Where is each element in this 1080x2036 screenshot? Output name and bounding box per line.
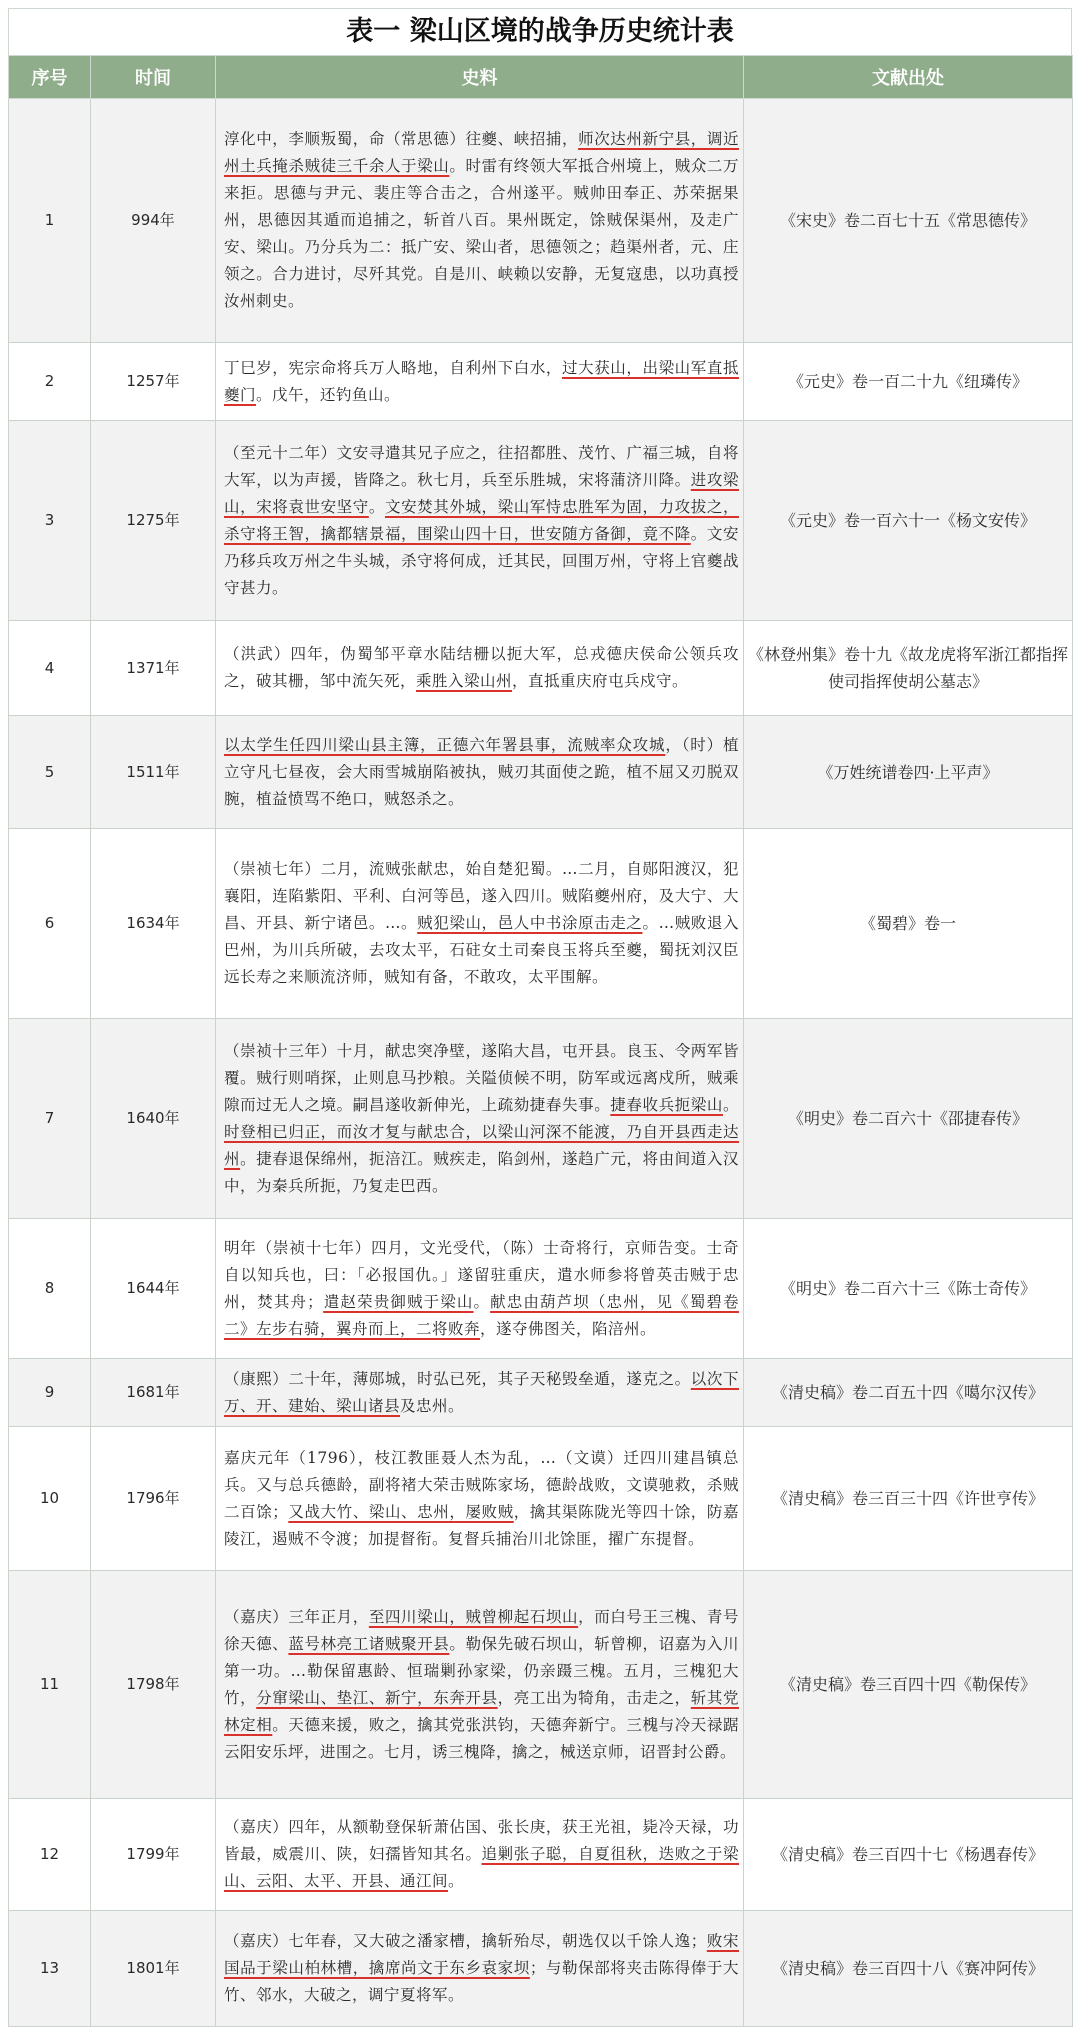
row-year: 1796年 [91,1427,216,1571]
underlined-passage: 贼犯梁山，邑人中书涂原击走之 [417,914,643,932]
row-source: 《元史》卷一百二十九《纽璘传》 [744,343,1073,421]
table-row [9,421,1073,621]
underlined-passage: 进攻梁山，宋将袁世安坚守 [224,470,739,516]
header-row [9,56,1073,99]
text-passage: 淳化中，李顺叛蜀，命（常思德）往夔、峡招捕， [224,130,579,148]
table-row [9,1911,1073,2027]
text-passage: 。…贼败退入巴州，为川兵所破，去攻太平，石砫女土司秦良玉将兵至夔，蜀抚刘汉臣远长寿之来顺流济师，贼知有备，不敢攻，太平围解。 [224,914,739,986]
row-number: 7 [9,1019,91,1219]
row-history-text [216,1911,744,2027]
row-history-text [216,1019,744,1219]
text-passage: 。捷春退保绵州，扼涪江。贼疾走，陷剑州，遂趋广元，将由间道入汉中，为秦兵所扼，乃复走巴西。 [224,1149,739,1195]
table-title: 表一 梁山区境的战争历史统计表 [8,8,1072,55]
row-source: 《清史稿》卷三百四十七《杨遇春传》 [744,1799,1073,1911]
row-number: 1 [9,99,91,343]
underlined-passage: 以次下万、开、建始、梁山诸县 [224,1369,739,1415]
header-text: 史料 [216,56,744,99]
row-source: 《元史》卷一百六十一《杨文安传》 [744,421,1073,621]
text-passage: （嘉庆）三年正月， [224,1607,369,1626]
underlined-passage: 遣赵荣贵御贼于梁山 [323,1292,474,1311]
row-history-text [216,621,744,716]
row-year: 1257年 [91,343,216,421]
row-year: 1801年 [91,1911,216,2027]
text-passage: 。 [368,497,385,516]
row-number: 3 [9,421,91,621]
row-year: 1640年 [91,1019,216,1219]
text-passage: 丁巳岁，宪宗命将兵万人略地，自利州下白水， [224,358,563,377]
row-history-text [216,829,744,1019]
underlined-passage: 败宋国品于梁山柏林槽，擒席尚文于东乡袁家坝 [224,1932,739,1977]
text-passage: 。勒保先破石坝山，斩曾柳，诏嘉为入川第一功。…勒保留惠龄、恒瑞剿孙家梁，仍亲蹑三槐。五月，三槐犯大竹， [224,1634,739,1707]
row-source: 《宋史》卷二百七十五《常思德传》 [744,99,1073,343]
row-year: 1799年 [91,1799,216,1911]
text-passage: 。 [448,1872,465,1890]
row-number: 10 [9,1427,91,1571]
text-passage: （洪武）四年，伪蜀邹平章水陆结栅以扼大军，总戎德庆侯命公领兵攻之，破其栅，邹中流矢死， [224,645,739,690]
row-history-text [216,1427,744,1571]
text-passage: 。时雷有终领大军抵合州境上，贼众二万来拒。思德与尹元、裴庄等合击之，合州遂平。贼帅田奉正、苏荣据果州，思德因其遁而追捕之，斩首八百。果州既定，馀贼保渠州，及走广安、梁山。乃分兵为二：抵广安、梁山者，思德领之；趋渠州者，元、庄领之。合力进讨，尽歼其党。自是川、峡赖以安静，无复寇患，以功真授汝州刺史。 [224,157,739,310]
row-history-text [216,421,744,621]
row-history-text [216,716,744,829]
text-passage: ；与勒保部将夹击陈得俸于大竹、邻水，大破之，调宁夏将军。 [224,1959,739,2004]
row-source: 《蜀碧》卷一 [744,829,1073,1019]
text-passage: 。 [722,1095,739,1114]
underlined-passage: 分窜梁山、垫江、新宁，东奔开县 [256,1688,498,1707]
history-table [8,55,1073,2027]
underlined-passage: 时登相已归正，而汝才复与献忠合，以梁山河深不能渡，乃自开县西走达州 [224,1122,739,1168]
underlined-passage: 师次达州新宁县，调近州土兵掩杀贼徒三千余人于梁山 [224,130,739,175]
text-passage: （崇祯十三年）十月，献忠突净壁，遂陷大昌，屯开县。良玉、令两军皆覆。贼行则哨探，止则息马抄粮。关隘侦候不明，防军或远离戍所，贼乘隙而过无人之境。嗣昌遂收新伸光，上疏劾捷春失事。 [224,1041,739,1114]
row-history-text [216,1571,744,1799]
row-source: 《清史稿》卷三百四十八《赛冲阿传》 [744,1911,1073,2027]
table-row [9,1019,1073,1219]
text-passage: ，直抵重庆府屯兵戍守。 [512,672,689,690]
underlined-passage: 追剿张子聪，自夏徂秋，迭败之于梁山、云阳、太平、开县、通江间 [224,1845,739,1890]
table-row [9,829,1073,1019]
row-history-text [216,99,744,343]
text-passage: （嘉庆）七年春，又大破之潘家槽，擒斩殆尽，朝选仅以千馀人逸； [224,1932,707,1950]
header-no: 序号 [9,56,91,99]
text-passage: ，遂夺佛图关，陷涪州。 [480,1319,657,1338]
table-row [9,1571,1073,1799]
text-passage: 明年（崇祯十七年）四月，文光受代，（陈）士奇将行，京师告变。士奇自以知兵也，曰：「必报国仇。」遂留驻重庆，遣水师参将曾英击贼于忠州，焚其舟； [224,1238,739,1311]
row-number: 4 [9,621,91,716]
row-history-text [216,1799,744,1911]
underlined-passage: 斩其党林定相 [224,1688,739,1734]
underlined-passage: 至四川梁山，贼曾柳起石坝山 [368,1607,579,1626]
table-body [9,99,1073,2027]
row-year: 1634年 [91,829,216,1019]
text-passage: （嘉庆）四年，从额勒登保斩萧佔国、张长庚，获王光祖，毙冷天禄，功皆最，威震川、陕，妇孺皆知其名。 [224,1818,739,1863]
row-history-text [216,343,744,421]
text-passage: 。戊午，还钓鱼山。 [256,385,401,404]
text-passage: 嘉庆元年（1796），枝江教匪聂人杰为乱，…（文谟）迁四川建昌镇总兵。又与总兵德龄，副将褚大荣击贼陈家场，德龄战败，文谟驰救，杀贼二百馀； [224,1448,739,1521]
table-row [9,343,1073,421]
text-passage: ，亮工出为犄角，击走之， [497,1688,691,1707]
row-history-text [216,1359,744,1427]
text-passage: （康熙）二十年，薄郧城，时弘已死，其子天秘毁垒遁，遂克之。 [224,1369,691,1388]
row-source: 《清史稿》卷二百五十四《噶尔汉传》 [744,1359,1073,1427]
row-year: 994年 [91,99,216,343]
underlined-passage: 文安焚其外城，梁山军恃忠胜军为固，力攻拔之，杀守将王智，擒都辖景福，围梁山四十日，世安随方备御，竟不降 [224,497,739,543]
row-year: 1798年 [91,1571,216,1799]
text-passage: ，（时）植立守凡七昼夜，会大雨雪城崩陷被执，贼刃其面使之跪，植不屈又刃脱双腕，植益愤骂不绝口，贼怒杀之。 [224,735,739,808]
row-source: 《林登州集》卷十九《故龙虎将军浙江都指挥使司指挥使胡公墓志》 [744,621,1073,716]
row-source: 《清史稿》卷三百四十四《勒保传》 [744,1571,1073,1799]
row-number: 12 [9,1799,91,1911]
row-number: 8 [9,1219,91,1359]
row-number: 2 [9,343,91,421]
row-number: 9 [9,1359,91,1427]
row-year: 1644年 [91,1219,216,1359]
table-row [9,716,1073,829]
row-source: 《明史》卷二百六十《邵捷春传》 [744,1019,1073,1219]
underlined-passage: 以太学生任四川梁山县主簿，正德六年署县事，流贼率众攻城 [224,735,666,754]
table-row [9,1799,1073,1911]
underlined-passage: 捷春收兵扼梁山 [610,1095,723,1114]
header-year: 时间 [91,56,216,99]
row-number: 5 [9,716,91,829]
table-row [9,1359,1073,1427]
text-passage: （崇祯七年）二月，流贼张献忠，始自楚犯蜀。…二月，自郧阳渡汉，犯襄阳，连陷紫阳、平利、白河等邑，遂入四川。贼陷夔州府，及大宁、大昌、开县、新宁诸邑。…。 [224,860,739,932]
table-row [9,99,1073,343]
row-number: 6 [9,829,91,1019]
row-number: 13 [9,1911,91,2027]
text-passage: ，而白号王三槐、青号徐天德、 [224,1607,739,1653]
table-row [9,1427,1073,1571]
table-row [9,621,1073,716]
text-passage: 。 [473,1292,491,1311]
underlined-passage: 又战大竹、梁山、忠州，屡败贼 [288,1502,514,1521]
text-passage: ，擒其渠陈陇光等四十馀，防嘉陵江，遏贼不令渡；加提督衔。复督兵捕治川北馀匪，擢广东提督。 [224,1502,739,1548]
row-history-text [216,1219,744,1359]
text-passage: 及忠州。 [400,1396,465,1415]
underlined-passage: 蓝号林亮工诸贼聚开县 [288,1634,450,1653]
underlined-passage: 乘胜入梁山州 [416,672,513,690]
underlined-passage: 过大获山，出梁山军直抵夔门 [224,358,739,404]
header-source: 文献出处 [744,56,1073,99]
row-source: 《明史》卷二百六十三《陈士奇传》 [744,1219,1073,1359]
row-year: 1275年 [91,421,216,621]
text-passage: 。天德来援，败之，擒其党张洪钧，天德奔新宁。三槐与冷天禄踞云阳安乐坪，进围之。七月，诱三槐降，擒之，械送京师，诏晋封公爵。 [224,1715,739,1761]
underlined-passage: 献忠由葫芦坝（忠州，见《蜀碧卷二》左步右骑，翼舟而上，二将败奔 [224,1292,739,1338]
text-passage: 。文安乃移兵攻万州之牛头城，杀守将何成，迁其民，回围万州，守将上官夔战守甚力。 [224,524,739,597]
row-source: 《万姓统谱卷四·上平声》 [744,716,1073,829]
row-source: 《清史稿》卷三百三十四《许世亨传》 [744,1427,1073,1571]
row-number: 11 [9,1571,91,1799]
table-row [9,1219,1073,1359]
row-year: 1511年 [91,716,216,829]
row-year: 1371年 [91,621,216,716]
text-passage: （至元十二年）文安寻遣其兄子应之，往招都胜、茂竹、广福三城，自将大军，以为声援，皆降之。秋七月，兵至乐胜城，宋将蒲济川降。 [224,443,739,489]
row-year: 1681年 [91,1359,216,1427]
